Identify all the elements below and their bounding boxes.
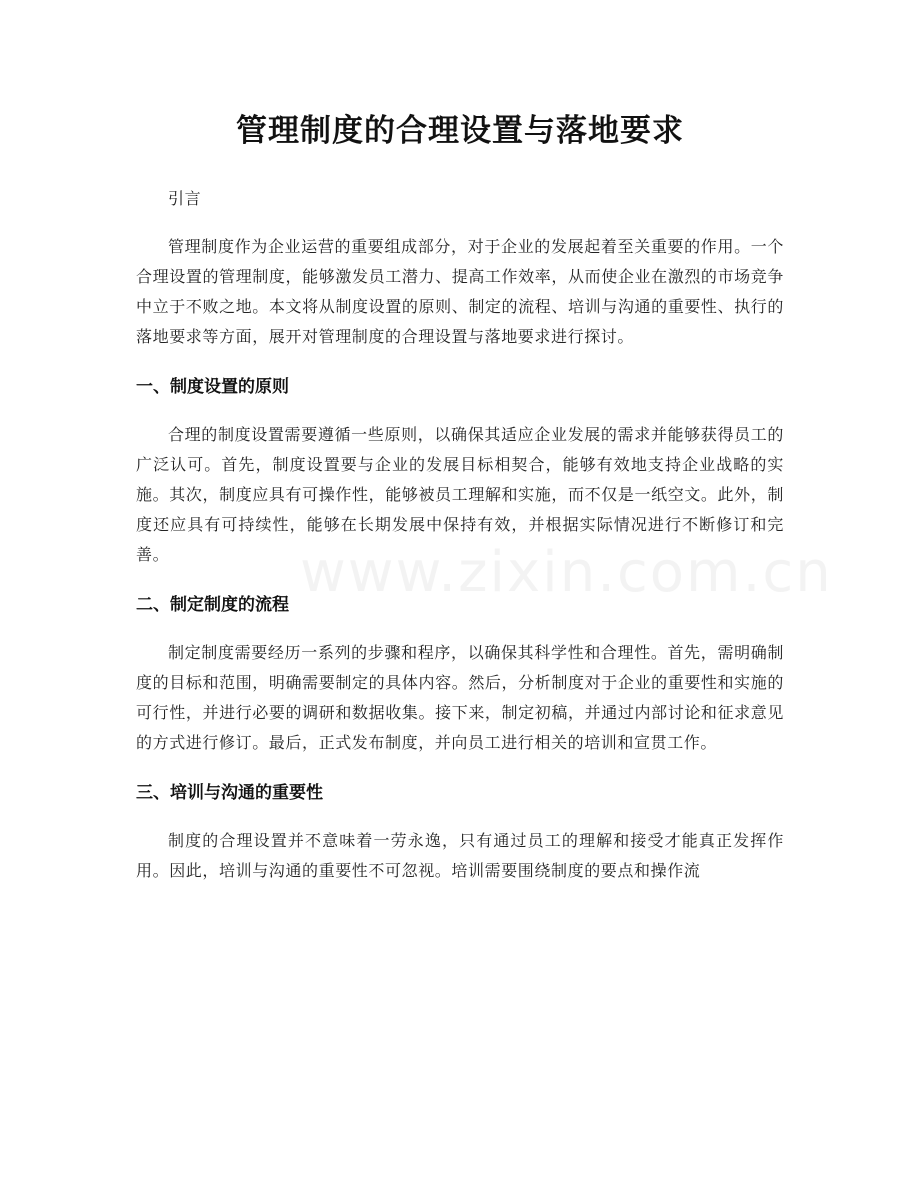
section-heading-process: 二、制定制度的流程 xyxy=(136,595,289,615)
document-title: 管理制度的合理设置与落地要求 xyxy=(236,113,684,149)
intro-label: 引言 xyxy=(168,189,202,208)
document-body xyxy=(136,184,784,886)
section-heading-training: 三、培训与沟通的重要性 xyxy=(136,783,323,803)
section-paragraph-process: 制定制度需要经历一系列的步骤和程序，以确保其科学性和合理性。首先，需明确制度的目标和范围，明确需要制定的具体内容。然后，分析制度对于企业的重要性和实施的可行性，并进行必要的调研和数据收集。接下来，制定初稿，并通过内部讨论和征求意见的方式进行修订。最后，正式发布制度，并向员工进行相关的培训和宣贯工作。 xyxy=(136,643,784,752)
intro-paragraph: 管理制度作为企业运营的重要组成部分，对于企业的发展起着至关重要的作用。一个合理设置的管理制度，能够激发员工潜力、提高工作效率，从而使企业在激烈的市场竞争中立于不败之地。本文将从制度设置的原则、制定的流程、培训与沟通的重要性、执行的落地要求等方面，展开对管理制度的合理设置与落地要求进行探讨。 xyxy=(136,237,784,346)
section-paragraph-training: 制度的合理设置并不意味着一劳永逸，只有通过员工的理解和接受才能真正发挥作用。因此，培训与沟通的重要性不可忽视。培训需要围绕制度的要点和操作流 xyxy=(136,831,784,880)
section-paragraph-principles: 合理的制度设置需要遵循一些原则，以确保其适应企业发展的需求并能够获得员工的广泛认可。首先，制度设置要与企业的发展目标相契合，能够有效地支持企业战略的实施。其次，制度应具有可操作性，能够被员工理解和实施，而不仅是一纸空文。此外，制度还应具有可持续性，能够在长期发展中保持有效，并根据实际情况进行不断修订和完善。 xyxy=(136,425,784,564)
section-heading-principles: 一、制度设置的原则 xyxy=(136,377,289,397)
watermark: www.zixin.com.cn xyxy=(300,540,833,605)
